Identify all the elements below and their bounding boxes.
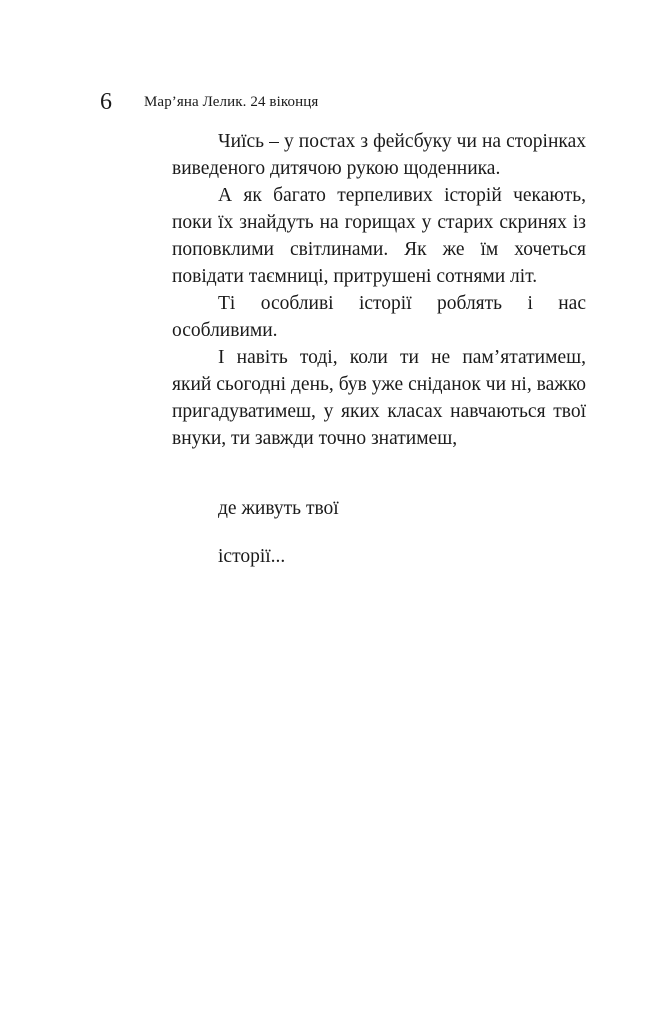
paragraph: Чиїсь – у постах з фейсбуку чи на сторінках виведеного дитячою рукою щоденника.	[172, 131, 586, 179]
page-header	[100, 88, 560, 116]
paragraph: І навіть тоді, коли ти не пам’ятатимеш, який сьогодні день, був уже сніданок чи ні, важко пригадуватимеш, у яких класах навчаються твої внуки, ти завжди точно знатимеш,	[172, 347, 586, 449]
running-title: Мар’яна Лелик. 24 віконця	[144, 94, 319, 110]
body-text	[172, 128, 586, 452]
closing-line: де живуть твої	[218, 498, 339, 519]
page-number: 6	[100, 89, 112, 115]
paragraph: Ті особливі історії роблять і нас особливими.	[172, 293, 586, 341]
closing-line: історії...	[218, 546, 286, 567]
paragraph: А як багато терпеливих історій чекають, поки їх знайдуть на горищах у старих скринях із поповклими світлинами. Як же їм хочеться повідати таємниці, притрушені сотнями літ.	[172, 185, 586, 287]
